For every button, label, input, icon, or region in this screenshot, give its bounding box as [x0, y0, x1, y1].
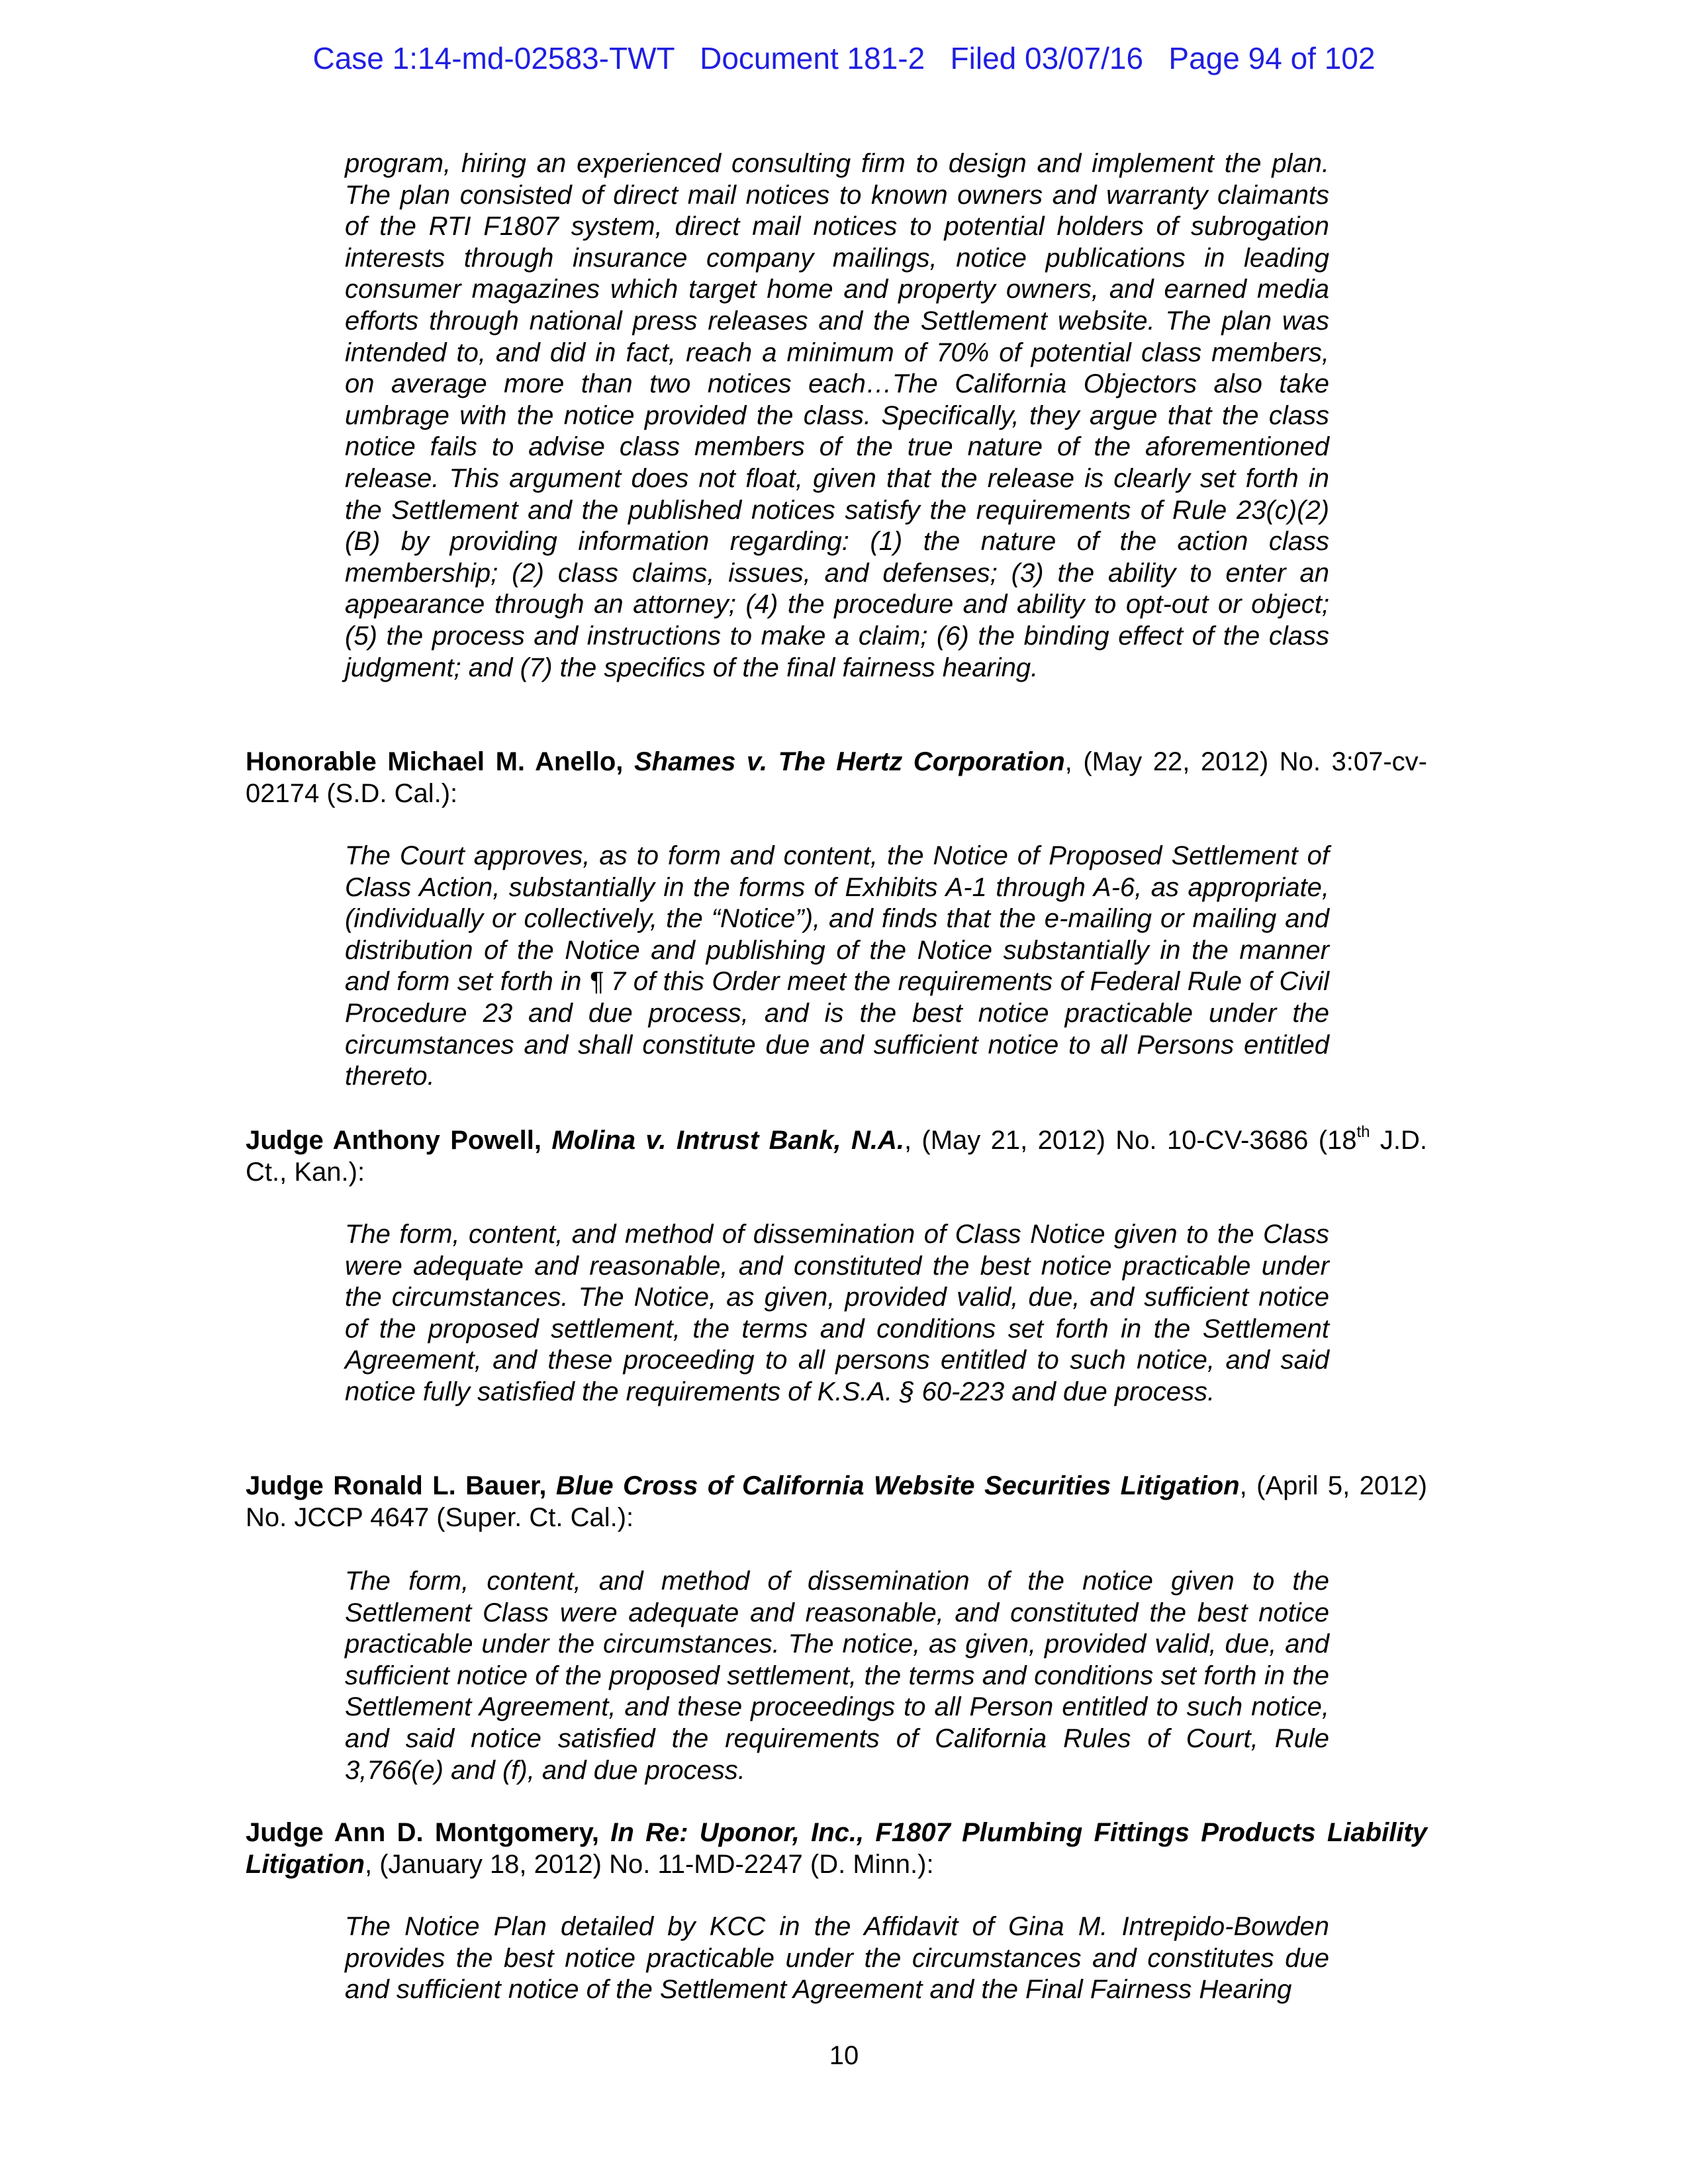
case-name: In Re: Uponor, Inc., F1807 Plumbing Fittings Products Liability Litigation — [246, 1818, 1427, 1879]
citation-details: , (May 21, 2012) No. 10-CV-3686 (18 — [904, 1126, 1357, 1155]
citation-details: , (January 18, 2012) No. 11-MD-2247 (D. Minn.): — [364, 1849, 934, 1879]
block-quote-continued: program, hiring an experienced consulting firm to design and implement the plan. The plan consisted of direct mail notices to known owners and warranty claimants of the RTI F1807 system, direct mail notices to potential holders of subrogation interests through insurance company mailings, notice publications in leading consumer magazines which target home and property owners, and earned media efforts through national press releases and the Settlement website. The plan was intended to, and did in fact, reach a minimum of 70% of potential class members, on average more than two notices each…The California Objectors also take umbrage with the notice provided the class. Specifically, they argue that the class notice fails to advise class members of the true nature of the aforementioned release. This argument does not float, given that the release is clearly set forth in the Settlement and the published notices satisfy the requirements of Rule 23(c)(2)(B) by providing information regarding: (1) the nature of the action class membership; (2) class claims, issues, and defenses; (3) the ability to enter an appearance through an attorney; (4) the procedure and ability to opt-out or object; (5) the process and instructions to make a claim; (6) the binding effect of the class judgment; and (7) the specifics of the final fairness hearing. — [345, 149, 1329, 682]
page-count: Page 94 of 102 — [1168, 41, 1376, 75]
block-quote-uponor: The Notice Plan detailed by KCC in the Affidavit of Gina M. Intrepido-Bowden provides the best notice practicable under the circumstances and constitutes due and sufficient notice of the Settlement Agreement and the Final Fairness Hearing — [345, 1912, 1329, 2005]
block-quote-shames: The Court approves, as to form and content, the Notice of Proposed Settlement of Class Action, substantially in the forms of Exhibits A-1 through A-6, as appropriate, (individually or collectively, the “Notice”), and finds that the e-mailing or mailing and distribution of the Notice and publishing of the Notice substantially in the manner and form set forth in ¶ 7 of this Order meet the requirements of Federal Rule of Civil Procedure 23 and due process, and is the best notice practicable under the circumstances and shall constitute due and sufficient notice to all Persons entitled thereto. — [345, 841, 1329, 1091]
page-number: 10 — [829, 2041, 859, 2070]
judge-name: Judge Anthony Powell, — [246, 1126, 542, 1155]
case-name: Molina v. Intrust Bank, N.A. — [551, 1126, 904, 1155]
filed-date: Filed 03/07/16 — [950, 41, 1144, 75]
document-number: Document 181-2 — [700, 41, 925, 75]
ordinal-suffix: th — [1356, 1123, 1370, 1141]
citation-details: , (May 22, 2012) No. 3:07-cv-02174 (S.D. Cal.): — [246, 747, 1427, 808]
citation-anello — [246, 747, 1427, 809]
case-name: Blue Cross of California Website Securities Litigation — [555, 1471, 1240, 1500]
court-filing-header — [0, 38, 1688, 78]
citation-details-cont: J.D. Ct., Kan.): — [246, 1126, 1427, 1187]
block-quote-molina: The form, content, and method of dissemination of Class Notice given to the Class were adequate and reasonable, and constituted the best notice practicable under the circumstances. The Notice, as given, provided valid, due, and sufficient notice of the proposed settlement, the terms and conditions set forth in the Settlement Agreement, and these proceeding to all persons entitled to such notice, and said notice fully satisfied the requirements of K.S.A. § 60-223 and due process. — [345, 1220, 1329, 1406]
case-name: Shames v. The Hertz Corporation — [633, 747, 1065, 776]
citation-montgomery — [246, 1817, 1427, 1880]
citation-details: , (April 5, 2012) No. JCCP 4647 (Super. Ct. Cal.): — [246, 1471, 1427, 1532]
judge-name: Judge Ronald L. Bauer, — [246, 1471, 547, 1500]
citation-powell — [246, 1125, 1427, 1188]
judge-name: Judge Ann D. Montgomery, — [246, 1818, 599, 1847]
case-number: Case 1:14-md-02583-TWT — [312, 41, 675, 75]
judge-name: Honorable Michael M. Anello, — [246, 747, 624, 776]
block-quote-blue-cross: The form, content, and method of dissemination of the notice given to the Settlement Class were adequate and reasonable, and constituted the best notice practicable under the circumstances. The notice, as given, provided valid, due, and sufficient notice of the proposed settlement, the terms and conditions set forth in the Settlement Agreement, and these proceedings to all Person entitled to such notice, and said notice satisfied the requirements of California Rules of Court, Rule 3,766(e) and (f), and due process. — [345, 1567, 1329, 1785]
citation-bauer — [246, 1471, 1427, 1533]
